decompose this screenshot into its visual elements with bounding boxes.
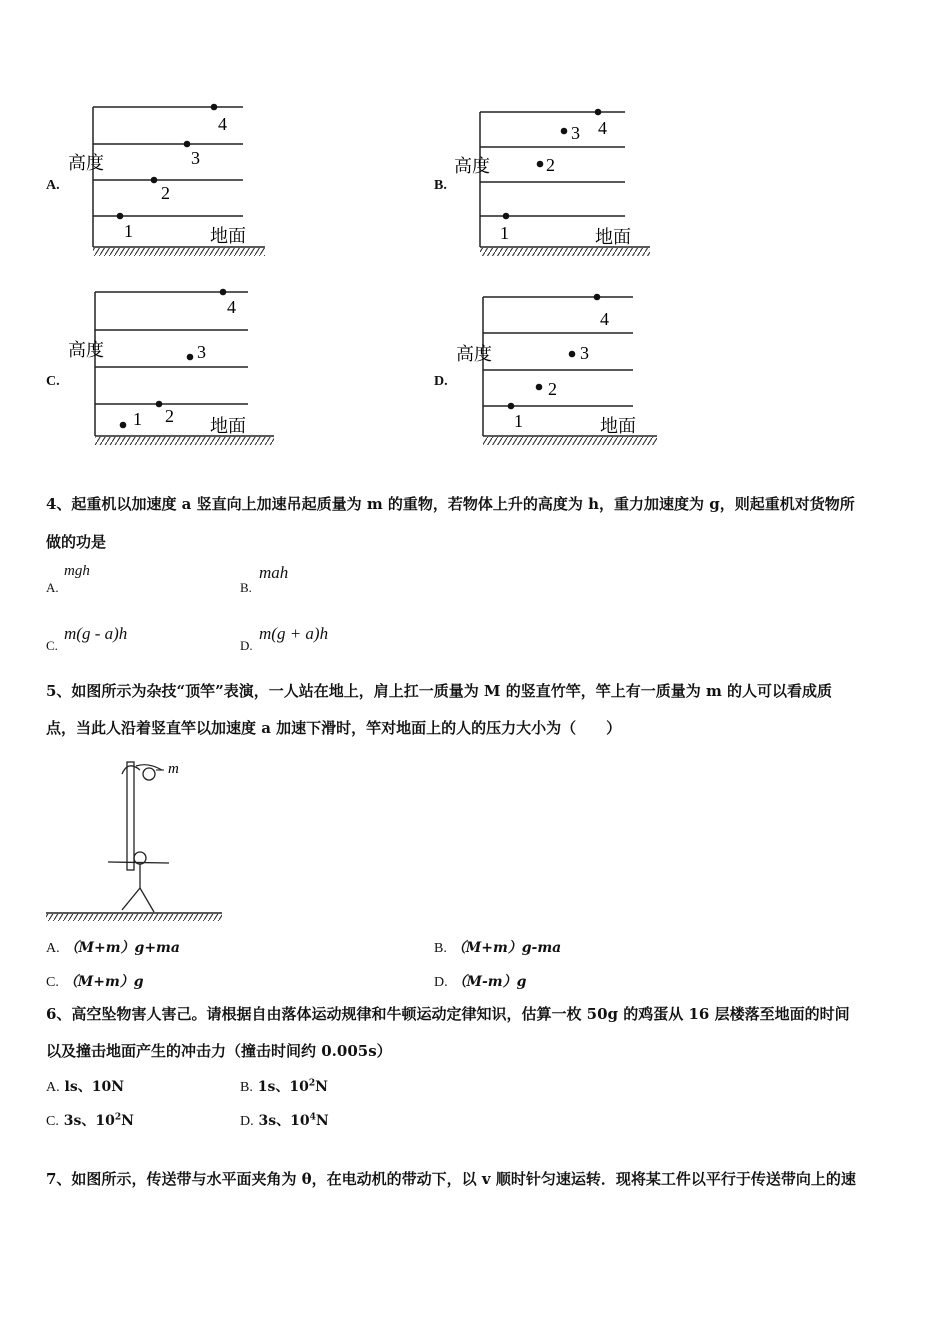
q5-option-d-label: D. — [434, 975, 448, 990]
q6-stem-line2: 以及撞击地面产生的冲击力（撞击时间约 0.005s） — [46, 1042, 392, 1060]
point-1 — [508, 403, 515, 410]
point-2-label: 2 — [546, 155, 555, 175]
q7-stem-line1: 7、如图所示，传送带与水平面夹角为 θ，在电动机的带动下，以 v 顺时针匀速运转．现将某工件以平行于传送带向上的速 — [46, 1170, 856, 1188]
q5-option-d-expr: （M-m）g — [452, 974, 527, 990]
q6-option-d — [240, 1110, 329, 1130]
point-3 — [184, 141, 191, 148]
q6-option-d-exp: 4 — [309, 1112, 316, 1123]
height-diagram — [452, 286, 667, 458]
q6-option-d-label: D. — [240, 1114, 254, 1129]
q6-option-b-label: B. — [240, 1080, 253, 1095]
q6-option-a-force: 10 — [91, 1079, 112, 1095]
panel-label: B. — [434, 178, 447, 193]
point-3 — [569, 351, 576, 358]
axis-label: 高度 — [68, 153, 104, 174]
q5-option-a — [46, 937, 180, 957]
q5-stem-line1: 5、如图所示为杂技“顶竿”表演，一人站在地上，肩上扛一质量为 M 的竖直竹竿，竿上有一质量为 m 的人可以看成质 — [46, 682, 833, 700]
q6-option-d-unit: N — [315, 1113, 329, 1129]
point-4-label: 4 — [598, 118, 607, 138]
q5-option-a-label: A. — [46, 941, 60, 956]
point-3-label: 3 — [191, 148, 200, 168]
q6-option-a-unit: N — [111, 1079, 124, 1095]
q5-option-a-expr: （M+m）g+ma — [64, 940, 180, 956]
point-4-label: 4 — [218, 114, 227, 134]
point-1-label: 1 — [133, 409, 142, 429]
point-3 — [561, 128, 568, 135]
q4-option-c-expr: m(g - a)h — [64, 624, 128, 643]
point-2-label: 2 — [165, 406, 174, 426]
point-4 — [595, 109, 602, 116]
q4-option-b-expr: mah — [259, 563, 289, 582]
q6-option-b-force: 10 — [289, 1079, 309, 1095]
q6-option-b-time: 1s、 — [257, 1079, 290, 1095]
point-4-label: 4 — [600, 309, 609, 329]
q5-option-b-label: B. — [434, 941, 447, 956]
panel-label: A. — [46, 178, 60, 193]
q6-stem-line1: 6、高空坠物害人害己。请根据自由落体运动规律和牛顿运动定律知识，估算一枚 50g 的鸡蛋从 16 层楼落至地面的时间 — [46, 1005, 850, 1023]
point-1 — [120, 422, 127, 429]
q6-option-c — [46, 1110, 134, 1130]
point-2 — [537, 161, 544, 168]
q4-option-b-label: B. — [240, 580, 252, 595]
q6-option-a-label: A. — [46, 1080, 60, 1095]
q4-option-d-expr: m(g + a)h — [259, 624, 329, 643]
q6-option-c-force: 10 — [95, 1113, 115, 1129]
q5-option-c-label: C. — [46, 975, 59, 990]
height-diagram — [60, 95, 275, 265]
point-4 — [594, 294, 601, 301]
q4-option-c-label: C. — [46, 638, 58, 653]
q6-option-c-unit: N — [121, 1113, 134, 1129]
q6-option-a — [46, 1076, 124, 1096]
ground-label: 地面 — [595, 227, 631, 248]
q4-option-a-expr: mgh — [64, 563, 90, 579]
q6-option-a-time: ls、 — [64, 1079, 92, 1095]
point-2 — [151, 177, 158, 184]
axis-label: 高度 — [68, 340, 104, 361]
point-3-label: 3 — [571, 123, 580, 143]
q6-option-b-exp: 2 — [308, 1078, 316, 1089]
point-2 — [536, 384, 543, 391]
point-2 — [156, 401, 163, 408]
panel-label: D. — [434, 374, 448, 389]
q5-stem-line2: 点，当此人沿着竖直竿以加速度 a 加速下滑时，竿对地面上的人的压力大小为（ ） — [46, 719, 622, 737]
mass-label-m: m — [168, 761, 179, 777]
point-2-label: 2 — [161, 183, 170, 203]
ground-label: 地面 — [600, 416, 636, 437]
height-diagram — [450, 100, 665, 270]
point-1-label: 1 — [124, 221, 133, 241]
point-3-label: 3 — [197, 342, 206, 362]
point-3-label: 3 — [580, 343, 589, 363]
panel-label: C. — [46, 374, 60, 389]
q4-option-d-label: D. — [240, 638, 253, 653]
point-3 — [187, 354, 194, 361]
q4-stem-line1: 4、起重机以加速度 a 竖直向上加速吊起质量为 m 的重物，若物体上升的高度为 h，重力加速度为 g，则起重机对货物所 — [46, 495, 855, 513]
point-1-label: 1 — [500, 223, 509, 243]
point-4 — [220, 289, 227, 296]
q6-option-b-unit: N — [315, 1079, 328, 1095]
q4-stem-line2: 做的功是 — [46, 533, 107, 551]
point-1 — [117, 213, 124, 220]
pole-acrobatics-figure — [44, 752, 234, 924]
q5-option-b — [434, 937, 561, 957]
q6-option-c-label: C. — [46, 1114, 59, 1129]
q6-option-d-time: 3s、 — [258, 1113, 291, 1129]
q5-option-d — [434, 971, 526, 991]
axis-label: 高度 — [454, 156, 490, 177]
q5-option-b-expr: （M+m）g-ma — [451, 940, 562, 956]
point-2-label: 2 — [548, 379, 557, 399]
axis-label: 高度 — [456, 344, 492, 365]
q5-option-c-expr: （M+m）g — [63, 974, 144, 990]
ground-label: 地面 — [210, 226, 246, 247]
ground-label: 地面 — [210, 416, 246, 437]
point-1 — [503, 213, 510, 220]
q6-option-c-time: 3s、 — [63, 1113, 96, 1129]
point-4-label: 4 — [227, 297, 236, 317]
height-diagram — [62, 282, 282, 457]
q4-option-a-label: A. — [46, 580, 59, 595]
q6-option-b — [240, 1076, 328, 1096]
q6-option-c-exp: 2 — [114, 1112, 122, 1123]
q5-option-c — [46, 971, 144, 991]
point-4 — [211, 104, 218, 111]
q6-option-d-force: 10 — [290, 1113, 310, 1129]
point-1-label: 1 — [514, 411, 523, 431]
